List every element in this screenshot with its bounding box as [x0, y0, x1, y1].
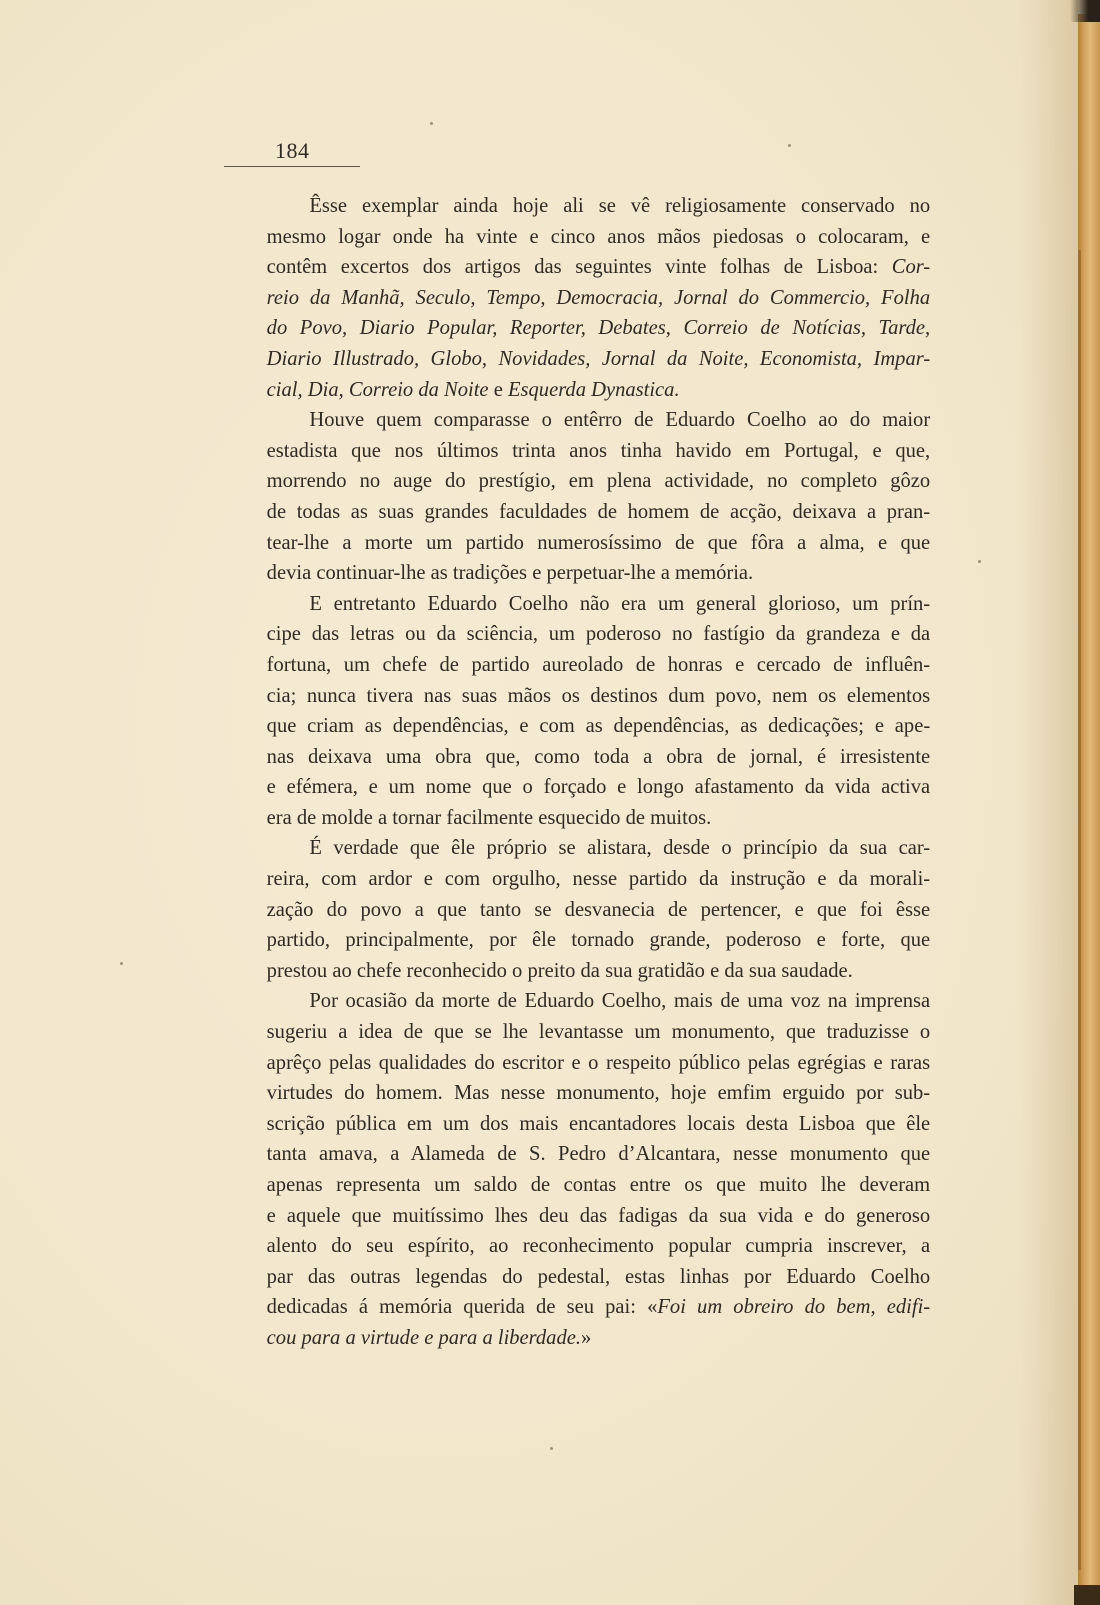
text-run: É verdade que êle próprio se alistara, desde o princípio da sua car- [309, 835, 931, 860]
text-run: devia continuar-lhe as tradições e perpetuar-lhe a memória. [266, 560, 754, 585]
italic-title: Foi um obreiro do bem, edifi- [657, 1294, 931, 1319]
text-run: prestou ao chefe reconhecido o preito da sua gratidão e da sua saudade. [266, 957, 853, 982]
text-line [224, 802, 930, 833]
body-text [224, 190, 930, 1353]
text-run: » [581, 1324, 592, 1349]
text-run: sugeriu a idea de que se lhe levantasse um monumento, que traduzisse o [266, 1019, 931, 1044]
text-run: reira, com ardor e com orgulho, nesse partido da instrução e da morali- [266, 866, 931, 891]
text-run: tear-lhe a morte um partido numerosíssimo de que fôra a alma, e que [266, 529, 931, 554]
text-run: Por ocasião da morte de Eduardo Coelho, mais de uma voz na imprensa [309, 988, 931, 1013]
text-run: de todas as suas grandes faculdades de homem de acção, deixava a pran- [266, 498, 931, 523]
text-line [224, 496, 930, 527]
italic-title: cial, Dia, Correio da Noite [266, 376, 489, 401]
text-run: aprêço pelas qualidades do escritor e o respeito público pelas egrégias e raras [266, 1049, 931, 1074]
text-run: cipe das letras ou da sciência, um poderoso no fastígio da grandeza e da [266, 621, 931, 646]
text-line [224, 1230, 930, 1261]
text-line [224, 955, 930, 986]
spine-crease [1078, 250, 1081, 1570]
text-line [224, 771, 930, 802]
text-run: fortuna, um chefe de partido aureolado de honras e cercado de influên- [266, 651, 931, 676]
paragraph [224, 832, 930, 985]
text-run: que criam as dependências, e com as dependências, as dedicações; e ape- [266, 713, 931, 738]
paragraph [224, 985, 930, 1352]
text-line [224, 832, 930, 863]
text-line [224, 190, 930, 221]
text-run: alento do seu espírito, ao reconhecimento popular cumpria inscrever, a [266, 1233, 931, 1258]
text-run: e efémera, e um nome que o forçado e longo afastamento da vida activa [266, 774, 931, 799]
text-line [224, 588, 930, 619]
text-run: E entretanto Eduardo Coelho não era um general glorioso, um prín- [309, 590, 931, 615]
italic-title: reio da Manhã, Seculo, Tempo, Democracia, Jornal do Commercio, Folha [266, 284, 931, 309]
paper-speck [430, 122, 433, 125]
italic-title: Cor- [891, 254, 931, 279]
text-run: e [488, 376, 508, 401]
text-line [224, 1138, 930, 1169]
text-run: contêm excertos dos artigos das seguintes vinte folhas de Lisboa: [266, 254, 892, 279]
text-run: estadista que nos últimos trinta anos tinha havido em Portugal, e que, [266, 437, 931, 462]
text-run: virtudes do homem. Mas nesse monumento, hoje emfim erguido por sub- [266, 1080, 931, 1105]
text-run: nas deixava uma obra que, como toda a obra de jornal, é irresistente [266, 743, 931, 768]
paragraph [224, 404, 930, 588]
text-line [224, 741, 930, 772]
text-line [224, 221, 930, 252]
text-run: morrendo no auge do prestígio, em plena actividade, no completo gôzo [266, 468, 931, 493]
text-run: partido, principalmente, por êle tornado grande, poderoso e forte, que [266, 927, 931, 952]
text-run: era de molde a tornar facilmente esquecido de muitos. [266, 804, 712, 829]
text-line [224, 1077, 930, 1108]
spine-shadow [1018, 0, 1078, 1605]
text-line [224, 1291, 930, 1322]
paper-speck [788, 144, 791, 147]
text-line [224, 863, 930, 894]
text-run: tanta amava, a Alameda de S. Pedro d’Alcantara, nesse monumento que [266, 1141, 931, 1166]
text-line [224, 312, 930, 343]
book-spine-edge [1078, 14, 1100, 1594]
italic-title: Diario Illustrado, Globo, Novidades, Jornal da Noite, Economista, Impar- [266, 345, 931, 370]
text-run: scrição pública em um dos mais encantadores locais desta Lisboa que êle [266, 1110, 931, 1135]
text-line [224, 710, 930, 741]
text-run: mesmo logar onde ha vinte e cinco anos mãos piedosas o colocaram, e [266, 223, 931, 248]
italic-title: Esquerda Dynastica. [507, 376, 680, 401]
text-line [224, 465, 930, 496]
scan-edge-top [1070, 0, 1100, 22]
text-line [224, 251, 930, 282]
header-rule [224, 166, 360, 167]
text-run: par das outras legendas do pedestal, estas linhas por Eduardo Coelho [266, 1263, 931, 1288]
text-line [224, 1261, 930, 1292]
paper-speck [978, 560, 981, 563]
text-line [224, 1047, 930, 1078]
scan-edge-bottom [1074, 1585, 1100, 1605]
text-line [224, 1016, 930, 1047]
text-line [224, 1169, 930, 1200]
paper-speck [550, 1447, 553, 1450]
page-number: 184 [275, 138, 310, 163]
text-line [224, 924, 930, 955]
italic-title: do Povo, Diario Popular, Reporter, Debates, Correio de Notícias, Tarde, [266, 315, 931, 340]
text-run: e aquele que muitíssimo lhes deu das fadigas da sua vida e do generoso [266, 1202, 931, 1227]
text-line [224, 618, 930, 649]
text-run: dedicadas á memória querida de seu pai: « [266, 1294, 658, 1319]
text-line [224, 1322, 930, 1353]
text-line [224, 435, 930, 466]
text-line [224, 527, 930, 558]
text-run: apenas representa um saldo de contas entre os que muito lhe deveram [266, 1172, 931, 1196]
paper-speck [120, 962, 123, 965]
text-run: Êsse exemplar ainda hoje ali se vê religiosamente conservado no [309, 193, 931, 217]
text-line [224, 1200, 930, 1231]
text-line [224, 680, 930, 711]
text-run: Houve quem comparasse o entêrro de Eduardo Coelho ao do maior [309, 407, 931, 432]
text-line [224, 649, 930, 680]
paragraph [224, 588, 930, 833]
text-line [224, 404, 930, 435]
text-line [224, 1108, 930, 1139]
text-line [224, 894, 930, 925]
text-line [224, 343, 930, 374]
text-line [224, 985, 930, 1016]
text-line [224, 557, 930, 588]
text-run: zação do povo a que tanto se desvanecia de pertencer, e que foi êsse [266, 896, 931, 921]
text-line [224, 374, 930, 405]
text-run: cia; nunca tivera nas suas mãos os destinos dum povo, nem os elementos [266, 682, 931, 707]
italic-title: cou para a virtude e para a liberdade. [266, 1324, 582, 1349]
text-line [224, 282, 930, 313]
paragraph [224, 190, 930, 404]
